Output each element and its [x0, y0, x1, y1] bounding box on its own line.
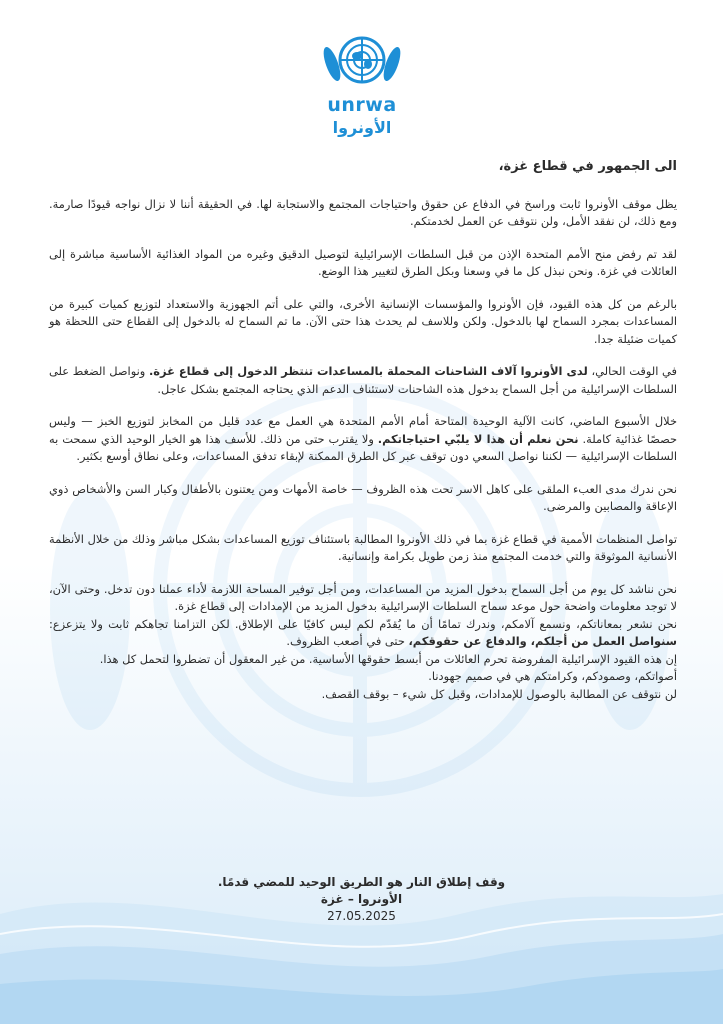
paragraph-4-lead: في الوقت الحالي، [587, 364, 677, 378]
paragraph-4 [49, 363, 677, 398]
paragraph-5 [49, 413, 677, 466]
paragraph-6: نحن ندرك مدى العبء الملقى على كاهل الاسر تحت هذه الظروف — خاصة الأمهات ومن يعتنون بالأطفال وكبار السن والأشخاص ذوي الإعاقة والمصابين والمرضى. [49, 481, 677, 513]
un-emblem-icon [310, 26, 414, 96]
closing-block [0, 874, 723, 925]
paragraph-5-lead: خلال الأسبوع الماضي، كانت الآلية الوحيدة المتاحة أمام الأمم المتحدة هي العمل مع عدد قليل من المخابز لتوزيع الخبز — وليس حصصًا غذائية كاملة. [49, 414, 677, 446]
logo-name-ar: الأونروا [332, 118, 392, 137]
paragraph-9-bold: سنواصل العمل من أجلكم، والدفاع عن حقوقكم، [408, 634, 677, 648]
paragraph-3: بالرغم من كل هذه القيود، فإن الأونروا والمؤسسات الإنسانية الأخرى، والتي على أتم الجهوزية والاستعداد لتوزيع كميات كبيرة من المساعدات بمجرد السماح لها بالدخول. ولكن وللاسف لم يحدث هذا حتى الآن. ما تم السماح له بالدخول إلى القطاع حتى اللحظة هو كميات ضئيلة جدا. [49, 296, 677, 346]
logo-name-en: unrwa [327, 94, 397, 116]
paragraph-1: يظل موقف الأونروا ثابت وراسخ في الدفاع عن حقوق واحتياجات المجتمع والاستجابة لها. في الحقيقة أننا لا نزال نواجه قيودًا صارمة. ومع ذلك، لن نفقد الأمل، ولن نتوقف عن العمل لخدمتكم. [49, 196, 677, 228]
paragraph-12: لن نتوقف عن المطالبة بالوصول للإمدادات، وقبل كل شيء – بوقف القصف. [321, 686, 677, 701]
paragraph-5-bold: نحن نعلم أن هذا لا يلبّي احتياجاتكم. [377, 431, 579, 446]
closing-signature: الأونروا – غزة [320, 892, 403, 906]
paragraph-2: لقد تم رفض منح الأمم المتحدة الإذن من قبل السلطات الإسرائيلية لتوصيل الدقيق وغيره من المواد الغذائية الأساسية مباشرة إلى العائلات في غزة. ونحن نبذل كل ما في وسعنا وبكل الطرق لتغيير هذا الوضع. [49, 246, 677, 278]
paragraph-8: نحن نناشد كل يوم من أجل السماح بدخول المزيد من المساعدات، ومن أجل توفير المساحة اللازمة لأداء عملنا دون تدخل. وحتى الآن، لا توجد معلومات واضحة حول موعد سماح السلطات الإسرائيلية بدخول المزيد من الإمدادات إلى قطاع غزة. [49, 581, 677, 613]
paragraph-9 [49, 616, 677, 651]
closing-date: 27.05.2025 [327, 909, 396, 923]
paragraph-9-rest: حتى في أصعب الظروف. [286, 634, 409, 648]
paragraph-9-lead: نحن نشعر بمعاناتكم، ونسمع آلامكم، وندرك تمامًا أن ما يُقدّم لكم ليس كافيًا على الإطلاق. لكن التزامنا تجاهكم ثابت ولا يتزعزع: [49, 616, 677, 631]
paragraph-4-rest: ونواصل الضغط على السلطات الإسرائيلية من أجل السماح بدخول هذه الشاحنات لاستئناف الدعم الذي يحتاجه المجتمع بشكل عاجل. [49, 364, 677, 396]
paragraph-11: أصواتكم، وصمودكم، وكرامتكم هي في صميم جهودنا. [428, 669, 677, 683]
letter-body [49, 158, 677, 703]
paragraph-5-rest: ولا يقترب حتى من ذلك. للأسف هذا هو الخيار الوحيد الذي سمحت به السلطات الإسرائيلية — لكننا نواصل السعي دون توقف عبر كل الطرق الممكنة لإبقاء تدفق المساعدات، وعلى نطاق أوسع بكثير. [49, 431, 677, 463]
paragraph-10: إن هذه القيود الإسرائيلية المفروضة تحرم العائلات من أبسط حقوقها الأساسية. من غير المعقول أن تضطروا لتحمل كل هذا. [99, 651, 677, 666]
closing-statement: وقف إطلاق النار هو الطريق الوحيد للمضي قدمًا. [217, 875, 506, 889]
salutation: الى الجمهور في قطاع غزة، [498, 159, 677, 174]
paragraph-4-bold: لدى الأونروا آلاف الشاحنات المحملة بالمساعدات تنتظر الدخول إلى قطاع غزة. [148, 364, 588, 378]
unrwa-logo [310, 26, 414, 138]
paragraph-7: تواصل المنظمات الأممية في قطاع غزة بما في ذلك الأونروا المطالبة باستئناف توزيع المساعدات بشكل مباشر وذلك من خلال الأنظمة الأنسانية الموثوقة والتي خدمت المجتمع منذ زمن طويل بكرامة وإنسانية. [49, 531, 677, 563]
